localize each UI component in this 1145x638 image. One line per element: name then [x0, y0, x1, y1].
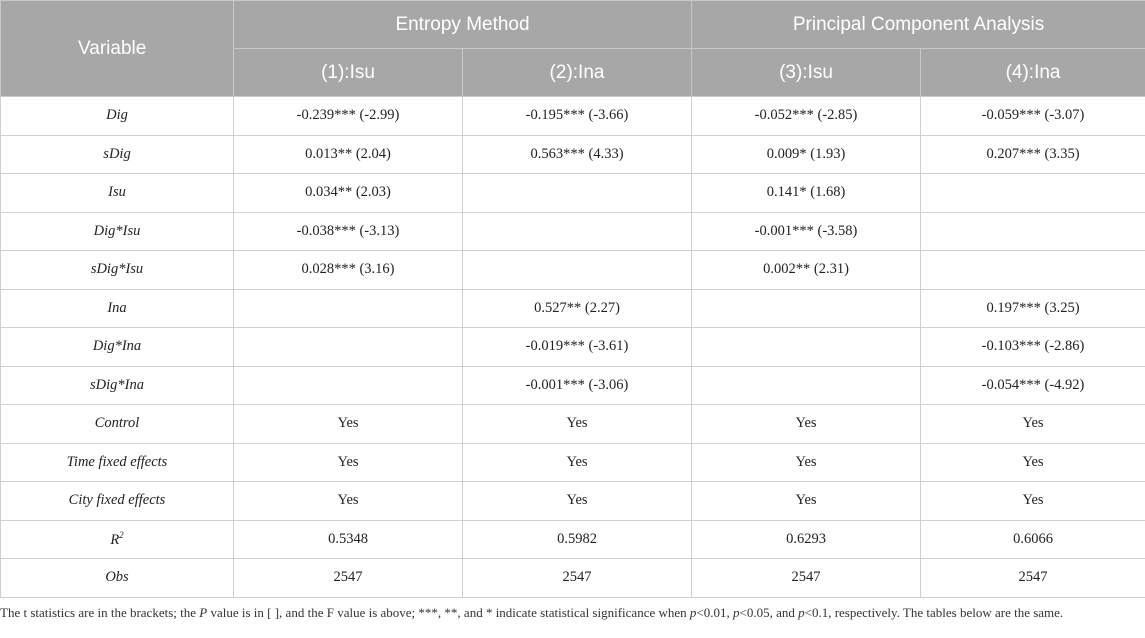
table-cell: [463, 251, 692, 290]
note-italic: p: [733, 604, 740, 620]
table-row: [1, 328, 1145, 367]
r-base: R: [110, 531, 120, 548]
table-cell: Yes: [234, 405, 463, 444]
table-cell: -0.239*** (-2.99): [234, 97, 463, 136]
note-text: <0.01,: [696, 604, 733, 620]
row-label: City fixed effects: [1, 482, 234, 521]
header-variable: Variable: [1, 1, 234, 97]
header-group-pca: Principal Component Analysis: [692, 1, 1145, 49]
table-cell: Yes: [921, 482, 1145, 521]
row-label-r-squared: [1, 520, 234, 559]
table-cell: 0.009* (1.93): [692, 135, 921, 174]
table-cell: 2547: [463, 559, 692, 598]
table-footnote: [0, 598, 1145, 622]
table-cell: -0.052*** (-2.85): [692, 97, 921, 136]
table-cell: Yes: [692, 482, 921, 521]
table-cell: 0.034** (2.03): [234, 174, 463, 213]
note-text: value is in [ ], and the F value is above; ***, **, and * indicate statistical significance when: [207, 604, 690, 620]
table-cell: 0.207*** (3.35): [921, 135, 1145, 174]
header-col-3: (3):Isu: [692, 49, 921, 97]
table-cell: 0.5982: [463, 520, 692, 559]
row-label: sDig*Ina: [1, 366, 234, 405]
table-row: [1, 135, 1145, 174]
table-cell: -0.103*** (-2.86): [921, 328, 1145, 367]
table-cell: [921, 174, 1145, 213]
table-cell: [692, 366, 921, 405]
note-italic: p: [798, 604, 805, 620]
note-italic: P: [199, 604, 208, 620]
table-cell: [234, 328, 463, 367]
table-cell: 0.6293: [692, 520, 921, 559]
table-header: [1, 1, 1145, 97]
table-row: [1, 482, 1145, 521]
row-label: Obs: [1, 559, 234, 598]
table-row: [1, 559, 1145, 598]
table-cell: -0.019*** (-3.61): [463, 328, 692, 367]
table-cell: [234, 289, 463, 328]
table-row: [1, 289, 1145, 328]
table-cell: 0.563*** (4.33): [463, 135, 692, 174]
table-cell: Yes: [692, 443, 921, 482]
table-row: [1, 443, 1145, 482]
table-cell: 2547: [692, 559, 921, 598]
table-row: [1, 212, 1145, 251]
table-cell: [234, 366, 463, 405]
table-cell: -0.001*** (-3.58): [692, 212, 921, 251]
table-cell: -0.038*** (-3.13): [234, 212, 463, 251]
row-label: Dig: [1, 97, 234, 136]
row-label: Time fixed effects: [1, 443, 234, 482]
table-cell: Yes: [921, 405, 1145, 444]
row-label: sDig*Isu: [1, 251, 234, 290]
table-cell: Yes: [921, 443, 1145, 482]
table-cell: 2547: [921, 559, 1145, 598]
header-group-entropy: Entropy Method: [234, 1, 692, 49]
table-cell: 2547: [234, 559, 463, 598]
row-label: Dig*Isu: [1, 212, 234, 251]
table-row: [1, 97, 1145, 136]
table-cell: Yes: [463, 405, 692, 444]
table-row: [1, 174, 1145, 213]
table-cell: 0.6066: [921, 520, 1145, 559]
table-cell: 0.5348: [234, 520, 463, 559]
table-cell: Yes: [692, 405, 921, 444]
row-label: Isu: [1, 174, 234, 213]
note-italic: p: [689, 604, 697, 620]
table-cell: 0.527** (2.27): [463, 289, 692, 328]
table-row: [1, 251, 1145, 290]
table-cell: Yes: [234, 443, 463, 482]
row-label: sDig: [1, 135, 234, 174]
table-cell: [921, 251, 1145, 290]
table-cell: 0.002** (2.31): [692, 251, 921, 290]
table-row: [1, 520, 1145, 559]
table-cell: [692, 328, 921, 367]
table-cell: 0.141* (1.68): [692, 174, 921, 213]
row-label: Dig*Ina: [1, 328, 234, 367]
table-body: [1, 97, 1145, 598]
table-row: [1, 405, 1145, 444]
header-col-4: (4):Ina: [921, 49, 1145, 97]
table-cell: [921, 212, 1145, 251]
note-text: The t statistics are in the brackets; the: [0, 604, 200, 620]
table-cell: [463, 174, 692, 213]
table-cell: -0.059*** (-3.07): [921, 97, 1145, 136]
table-cell: -0.195*** (-3.66): [463, 97, 692, 136]
table-cell: 0.013** (2.04): [234, 135, 463, 174]
table-cell: [692, 289, 921, 328]
table-cell: Yes: [463, 443, 692, 482]
table-cell: 0.197*** (3.25): [921, 289, 1145, 328]
r-superscript: 2: [119, 529, 124, 540]
header-col-1: (1):Isu: [234, 49, 463, 97]
table-cell: 0.028*** (3.16): [234, 251, 463, 290]
note-text: <0.1, respectively. The tables below are the same.: [804, 604, 1064, 620]
table-cell: -0.001*** (-3.06): [463, 366, 692, 405]
table-cell: [463, 212, 692, 251]
table-cell: Yes: [463, 482, 692, 521]
table-row: [1, 366, 1145, 405]
table-cell: -0.054*** (-4.92): [921, 366, 1145, 405]
header-col-2: (2):Ina: [463, 49, 692, 97]
row-label: Control: [1, 405, 234, 444]
row-label: Ina: [1, 289, 234, 328]
note-text: <0.05, and: [739, 604, 799, 620]
table-cell: Yes: [234, 482, 463, 521]
